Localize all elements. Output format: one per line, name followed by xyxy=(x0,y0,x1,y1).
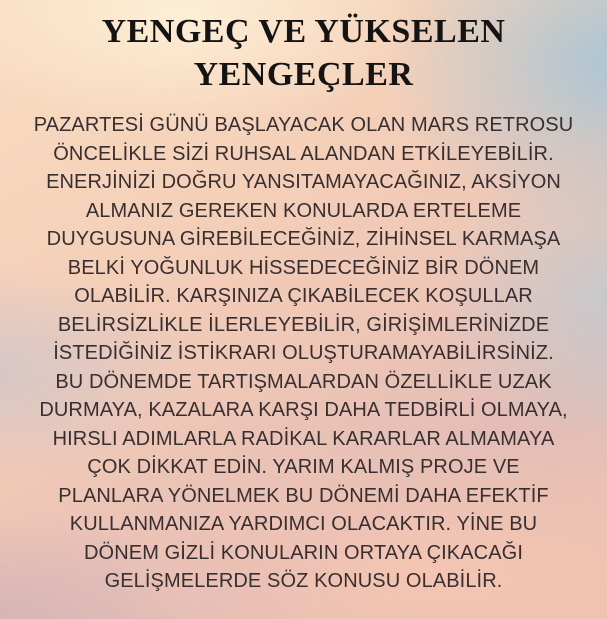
text-line: OLABİLİR. KARŞINIZA ÇIKABİLECEK KOŞULLAR xyxy=(74,285,533,307)
text-line: ENERJİNİZİ DOĞRU YANSITAMAYACAĞINIZ, AKSİYON xyxy=(46,171,561,193)
page-title: YENGEÇ VE YÜKSELEN YENGEÇLER xyxy=(101,13,506,93)
text-line: DURMAYA, KAZALARA KARŞI DAHA TEDBİRLİ OLMAYA, xyxy=(39,399,568,421)
text-line: BU DÖNEMDE TARTIŞMALARDAN ÖZELLİKLE UZAK xyxy=(55,370,552,393)
text-line: PLANLARA YÖNELMEK BU DÖNEMİ DAHA EFEKTİF xyxy=(58,484,549,507)
horoscope-text xyxy=(0,111,607,596)
text-line: ÖNCELİKLE SİZİ RUHSAL ALANDAN ETKİLEYEBİLİR. xyxy=(53,142,554,165)
text-line: GELİŞMELERDE SÖZ KONUSU OLABİLİR. xyxy=(104,570,503,592)
text-line: İSTEDİĞİNİZ İSTİKRARI OLUŞTURAMAYABİLİRSİNİZ. xyxy=(53,342,554,364)
text-line: HIRSLI ADIMLARLA RADİKAL KARARLAR ALMAMAYA xyxy=(52,427,555,450)
text-line: BELKİ YOĞUNLUK HİSSEDECEĞİNİZ BİR DÖNEM xyxy=(67,256,540,279)
text-line: PAZARTESİ GÜNÜ BAŞLAYACAK OLAN MARS RETROSU xyxy=(33,114,574,136)
text-line: DUYGUSUNA GİREBİLECEĞİNİZ, ZİHİNSEL KARMAŞA xyxy=(46,228,561,250)
text-line: KULLANMANIZA YARDIMCI OLACAKTIR. YİNE BU xyxy=(69,513,538,535)
text-line: ÇOK DİKKAT EDİN. YARIM KALMIŞ PROJE VE xyxy=(87,456,520,478)
text-line: BELİRSİZLİKLE İLERLEYEBİLİR, GİRİŞİMLERİNİZDE xyxy=(57,313,550,336)
text-line: ALMANIZ GEREKEN KONULARDA ERTELEME xyxy=(85,199,522,222)
text-line: DÖNEM GİZLİ KONULARIN ORTAYA ÇIKACAĞI xyxy=(84,541,523,564)
